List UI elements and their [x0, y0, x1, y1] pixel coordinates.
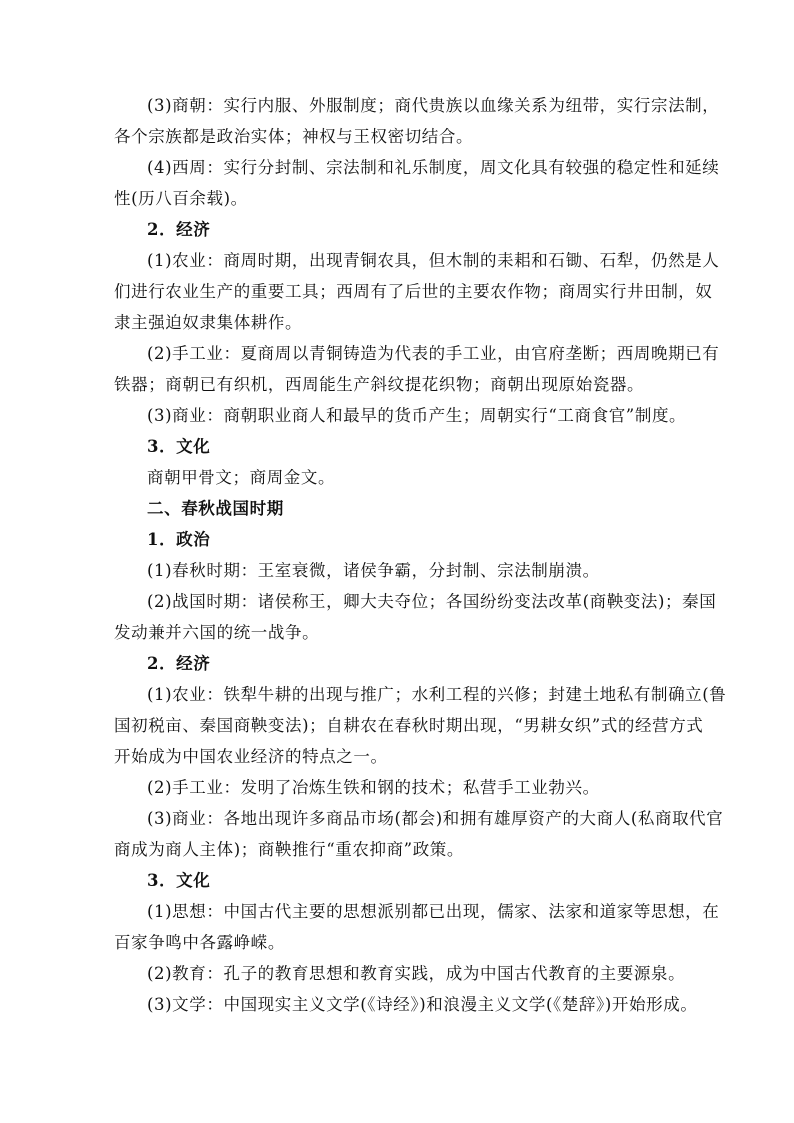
- section-heading: 2．经济: [147, 654, 211, 673]
- text-line: (2)教育：孔子的教育思想和教育实践，成为中国古代教育的主要源泉。: [147, 964, 686, 983]
- text-line: 国初税亩、秦国商鞅变法)；自耕农在春秋时期出现，“男耕女织”式的经营方式: [114, 716, 704, 735]
- text-line: 百家争鸣中各露峥嵘。: [114, 933, 285, 952]
- text-line: (3)商业：各地出现许多商品市场(都会)和拥有雄厚资产的大商人(私商取代官: [147, 809, 724, 828]
- text-line: 商朝甲骨文；商周金文。: [147, 468, 336, 487]
- text-line: 各个宗族都是政治实体；神权与王权密切结合。: [114, 127, 474, 146]
- text-line: (1)农业：铁犁牛耕的出现与推广；水利工程的兴修；封建土地私有制确立(鲁: [147, 685, 727, 704]
- text-line: (3)商业：商朝职业商人和最早的货币产生；周朝实行“工商食官”制度。: [147, 406, 687, 425]
- text-line: (2)战国时期：诸侯称王，卿大夫夺位；各国纷纷变法改革(商鞅变法)；秦国: [147, 592, 717, 611]
- text-line: (2)手工业：发明了冶炼生铁和钢的技术；私营手工业勃兴。: [147, 778, 600, 797]
- text-line: (4)西周：实行分封制、宗法制和礼乐制度，周文化具有较强的稳定性和延续: [147, 158, 720, 177]
- text-line: (1)农业：商周时期，出现青铜农具，但木制的耒耜和石锄、石犁，仍然是人: [147, 251, 720, 270]
- text-line: (2)手工业：夏商周以青铜铸造为代表的手工业，由官府垄断；西周晚期已有: [147, 344, 720, 363]
- text-line: (3)商朝：实行内服、外服制度；商代贵族以血缘关系为纽带，实行宗法制，: [147, 96, 720, 115]
- text-line: 性(历八百余载)。: [114, 189, 248, 208]
- text-line: (1)春秋时期：王室衰微，诸侯争霸，分封制、宗法制崩溃。: [147, 561, 600, 580]
- section-heading: 二、春秋战国时期: [147, 499, 284, 518]
- section-heading: 2．经济: [147, 220, 211, 239]
- document-body: [114, 90, 727, 1020]
- text-line: 发动兼并六国的统一战争。: [114, 623, 320, 642]
- document-page: [114, 90, 727, 1020]
- text-line: (1)思想：中国古代主要的思想派别都已出现，儒家、法家和道家等思想，在: [147, 902, 720, 921]
- text-line: 商成为商人主体)；商鞅推行“重农抑商”政策。: [114, 840, 465, 859]
- text-line: (3)文学：中国现实主义文学(《诗经》)和浪漫主义文学(《楚辞》)开始形成。: [147, 995, 698, 1014]
- text-line: 们进行农业生产的重要工具；西周有了后世的主要农作物；商周实行井田制，奴: [114, 282, 713, 301]
- text-line: 开始成为中国农业经济的特点之一。: [114, 747, 388, 766]
- text-line: 隶主强迫奴隶集体耕作。: [114, 313, 303, 332]
- text-line: 铁器；商朝已有织机，西周能生产斜纹提花织物；商朝出现原始瓷器。: [114, 375, 645, 394]
- section-heading: 3．文化: [147, 437, 211, 456]
- section-heading: 3．文化: [147, 871, 211, 890]
- section-heading: 1．政治: [147, 530, 211, 549]
